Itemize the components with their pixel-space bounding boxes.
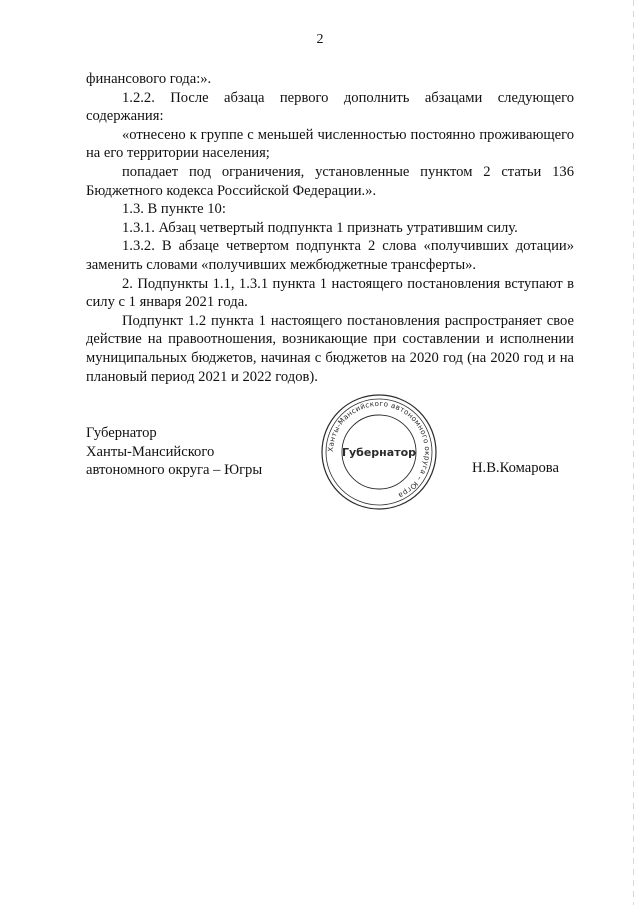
scan-edge-artifact <box>633 0 634 905</box>
official-seal <box>319 392 439 512</box>
paragraph-2: 2. Подпункты 1.1, 1.3.1 пункта 1 настоящего постановления вступают в силу с 1 января 2021 года. <box>86 275 574 311</box>
signatory-position-line: автономного округа – Югры <box>86 462 263 479</box>
signatory-position <box>86 424 262 480</box>
paragraph-1-3: 1.3. В пункте 10: <box>122 201 226 218</box>
page-number: 2 <box>316 32 324 47</box>
paragraph-quote-restrictions: попадает под ограничения, установленные пунктом 2 статьи 136 Бюджетного кодекса Российской Федерации.». <box>86 163 574 199</box>
paragraph-1-2-2: 1.2.2. После абзаца первого дополнить абзацами следующего содержания: <box>86 89 574 125</box>
signatory-position-line: Ханты-Мансийского <box>86 443 215 460</box>
paragraph-continuation: финансового года:». <box>86 71 212 87</box>
paragraph-1-3-1: 1.3.1. Абзац четвертый подпункта 1 признать утратившим силу. <box>122 219 518 236</box>
paragraph-1-3-2: 1.3.2. В абзаце четвертом подпункта 2 слова «получивших дотации» заменить словами «получивших межбюджетные трансферты». <box>86 238 574 273</box>
paragraph-quote-population: «отнесено к группе с меньшей численностью постоянно проживающего на его территории населения; <box>86 126 574 162</box>
signatory-name: Н.В.Комарова <box>472 460 559 476</box>
seal-ring-textpath: Ханты-Мансийского автономного округа – Югра <box>325 398 433 501</box>
seal-center-text: Губернатор <box>341 446 417 459</box>
paragraph-applicability: Подпункт 1.2 пункта 1 настоящего постановления распространяет свое действие на правоотношения, возникающие при составлении и исполнении муниципальных бюджетов, начиная с бюджетов на 2020 год (на 2020 год и на плановый период 2021 и 2022 годов). <box>86 312 574 385</box>
signatory-position-line: Губернатор <box>86 425 157 441</box>
document-body <box>86 70 574 386</box>
